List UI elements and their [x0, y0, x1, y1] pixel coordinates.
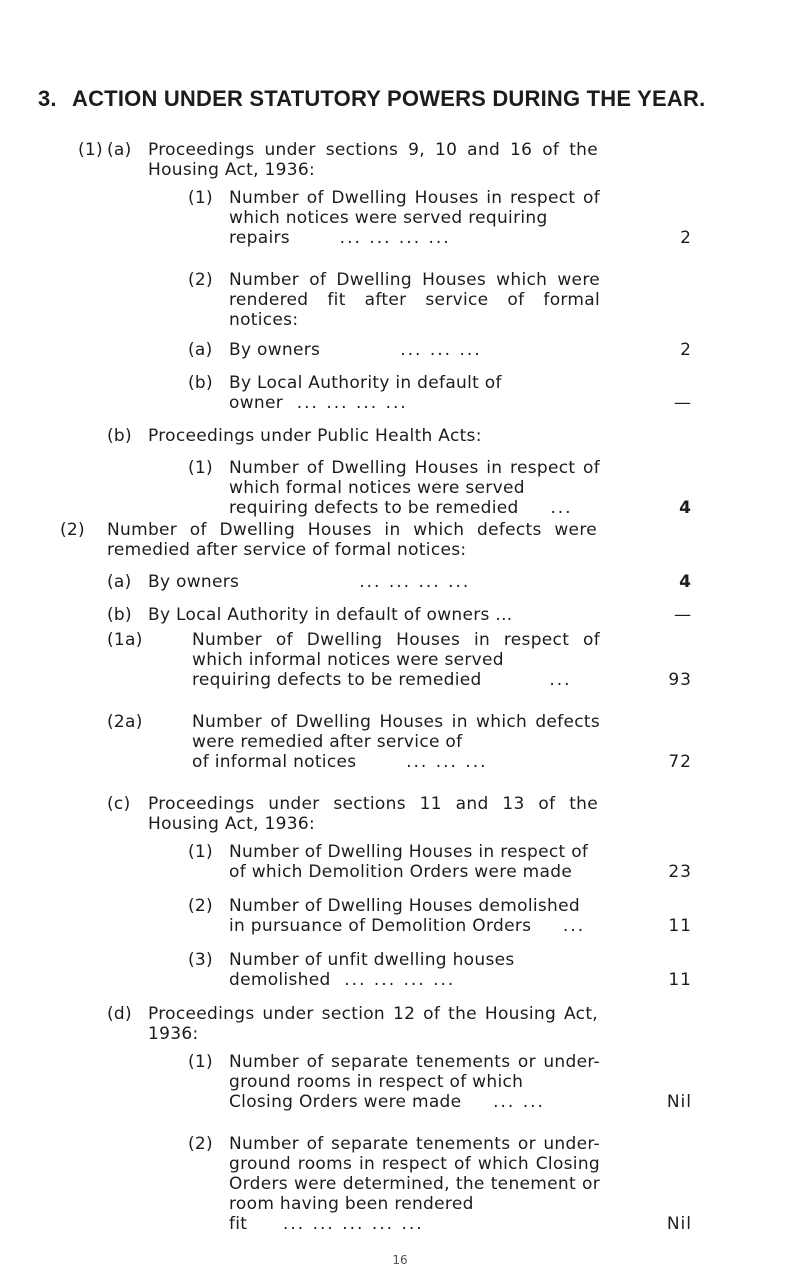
- value-closing-orders-determined: Nil: [666, 1214, 692, 1234]
- section-heading: [38, 86, 778, 112]
- item-label-2a: (a): [107, 572, 132, 592]
- item-c-2-text: Number of Dwelling Houses demolished in pursuance of Demolition Orders ...: [229, 896, 586, 936]
- item-label-1b: (b): [107, 426, 132, 446]
- item-1b-1-text: Number of Dwelling Houses in respect of which formal notices were served requiring defects to be remedied ...: [229, 458, 600, 518]
- item-1a-2b-text: By Local Authority in default of owner ... ... ... ...: [229, 373, 502, 413]
- value-informal-served: 93: [668, 670, 692, 690]
- item-c-3-text: Number of unfit dwelling houses demolished ... ... ... ...: [229, 950, 515, 990]
- value-closing-orders-made: Nil: [666, 1092, 692, 1112]
- value-formal-notices: 4: [679, 498, 692, 518]
- item-d-1-text: Number of separate tenements or under-ground rooms in respect of which Closing Orders were made ... ...: [229, 1052, 600, 1112]
- page-number: 16: [392, 1253, 408, 1267]
- item-label-2a-informal: (2a): [107, 712, 143, 732]
- item-label-c: (c): [107, 794, 131, 814]
- item-1a-1-text: Number of Dwelling Houses in respect of which notices were served requiring repairs ... ... ... ...: [229, 188, 600, 248]
- item-d-2-text: Number of separate tenements or under-ground rooms in respect of which Closing Orders were determined, the tenement or room having been rendered fit ... ... ... ... ...: [229, 1134, 600, 1234]
- item-1a-informal-text: Number of Dwelling Houses in respect of which informal notices were served requiring defects to be remedied ...: [192, 630, 600, 690]
- item-label-d: (d): [107, 1004, 132, 1024]
- item-label-1a-informal: (1a): [107, 630, 143, 650]
- item-label-c-2: (2): [188, 896, 213, 916]
- value-2b-local-authority: —: [674, 605, 692, 625]
- item-label-1a: (a): [107, 140, 132, 160]
- value-unfit-demolished: 11: [668, 970, 692, 990]
- item-label-1a-2a: (a): [188, 340, 213, 360]
- item-c-1-text: Number of Dwelling Houses in respect of of which Demolition Orders were made: [229, 842, 589, 882]
- item-label-c-3: (3): [188, 950, 213, 970]
- item-label-1a-1: (1): [188, 188, 213, 208]
- item-label-1b-1: (1): [188, 458, 213, 478]
- item-label-1a-2b: (b): [188, 373, 213, 393]
- value-demolition-orders: 23: [668, 862, 692, 882]
- value-houses-demolished: 11: [668, 916, 692, 936]
- value-informal-remedied: 72: [668, 752, 692, 772]
- value-2a-owners: 4: [679, 572, 692, 592]
- section-number: 3.: [38, 86, 57, 111]
- item-1a-text: Proceedings under sections 9, 10 and 16 of the Housing Act, 1936:: [148, 140, 598, 180]
- item-label-1: (1): [78, 140, 103, 160]
- item-d-text: Proceedings under section 12 of the Housing Act, 1936:: [148, 1004, 598, 1044]
- item-1a-2a-text: By owners ... ... ...: [229, 340, 482, 360]
- value-by-local-authority: —: [674, 393, 692, 413]
- item-label-c-1: (1): [188, 842, 213, 862]
- section-title: ACTION UNDER STATUTORY POWERS DURING THE YEAR.: [72, 86, 706, 111]
- value-by-owners: 2: [680, 340, 692, 360]
- item-2b-text: By Local Authority in default of owners ...: [148, 605, 513, 625]
- item-1b-text: Proceedings under Public Health Acts:: [148, 426, 482, 446]
- item-label-1a-2: (2): [188, 270, 213, 290]
- item-2a-text: By owners ... ... ... ...: [148, 572, 471, 592]
- item-label-d-1: (1): [188, 1052, 213, 1072]
- item-2a-informal-text: Number of Dwelling Houses in which defects were remedied after service of of informal notices ... ... ...: [192, 712, 600, 772]
- item-label-d-2: (2): [188, 1134, 213, 1154]
- item-label-2: (2): [60, 520, 85, 540]
- item-2-text: Number of Dwelling Houses in which defects were remedied after service of formal notices:: [107, 520, 597, 560]
- item-label-2b: (b): [107, 605, 132, 625]
- item-c-text: Proceedings under sections 11 and 13 of the Housing Act, 1936:: [148, 794, 598, 834]
- value-repairs: 2: [680, 228, 692, 248]
- item-1a-2-text: Number of Dwelling Houses which were rendered fit after service of formal notices:: [229, 270, 600, 330]
